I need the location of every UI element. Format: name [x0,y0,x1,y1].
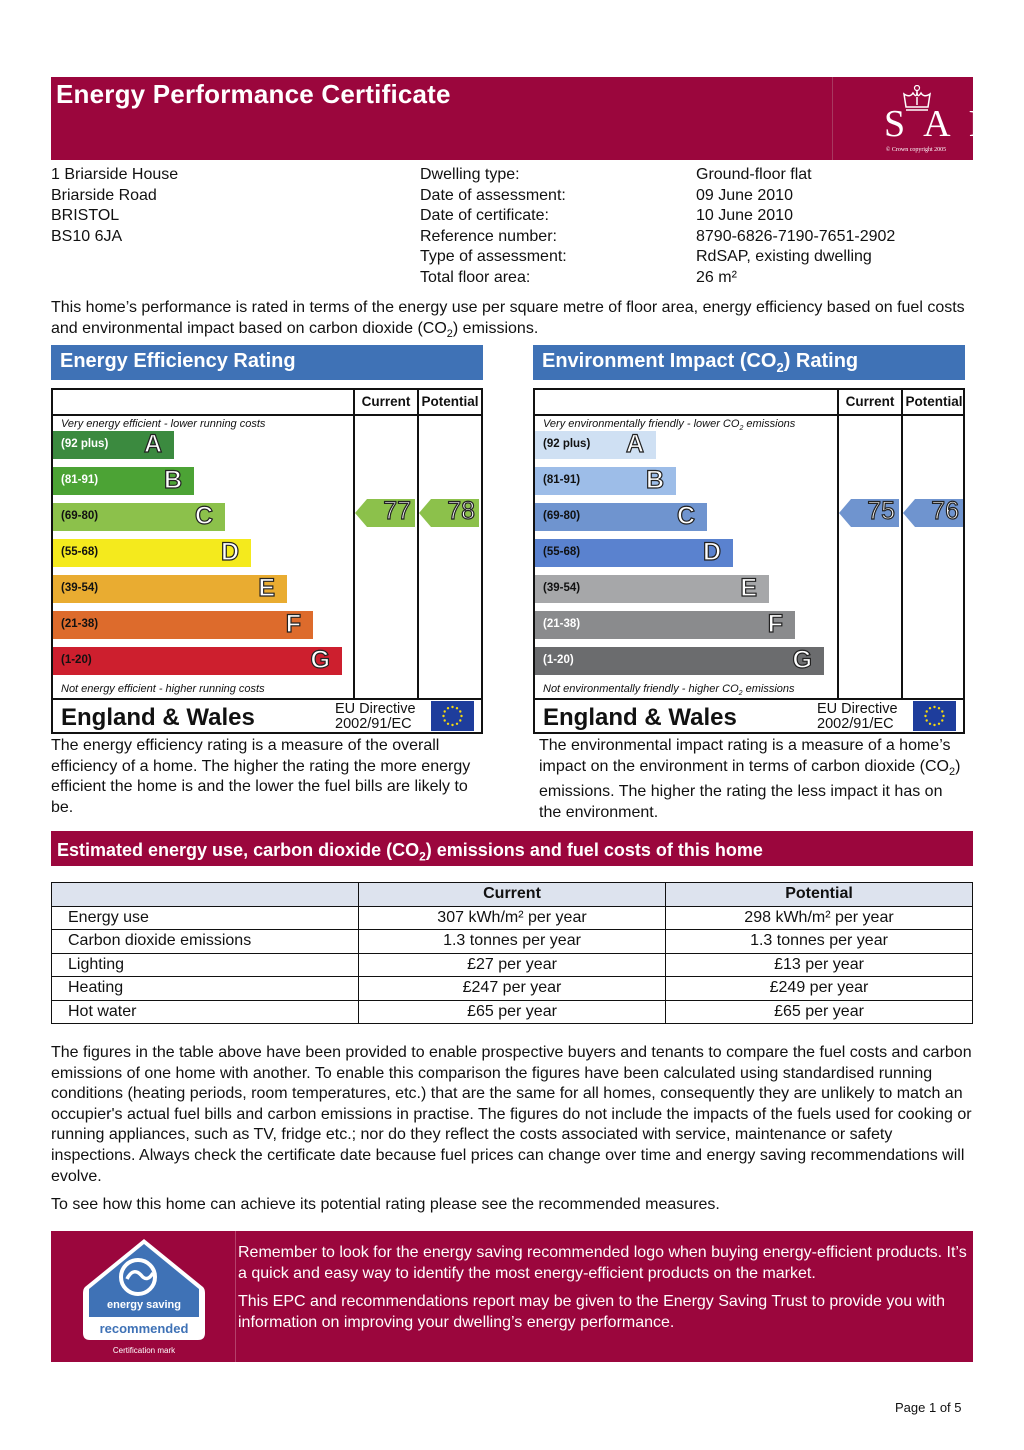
column-divider [417,390,419,700]
rating-band-c [535,503,707,531]
band-letter: B [645,466,664,494]
band-range: (1-20) [543,654,574,666]
cell-potential: £65 per year [666,1000,973,1024]
column-divider [353,390,355,700]
current-column-header: Current [845,394,895,409]
footer-rule [53,698,481,700]
description-text: The environmental impact rating is a measure of a home’s impact on the environment in terms of carbon dioxide (CO [539,737,951,775]
cell-label: Lighting [52,953,359,977]
note-text: Not environmentally friendly - higher CO [543,683,739,695]
cell-current: £65 per year [359,1000,666,1024]
address-line: BS10 6JA [51,227,123,245]
potential-rating-value: 78 [447,497,475,525]
rating-band-g [535,647,824,675]
detail-label: Type of assessment: [420,248,567,266]
table-row [52,930,973,954]
band-letter: A [143,430,162,458]
logo-bottom-text: recommended [99,1321,189,1336]
rating-band-b [535,467,676,495]
band-range: (39-54) [61,582,99,594]
top-note: Very energy efficient - lower running costs [61,418,266,430]
header-rule [535,414,963,416]
logo-top-text: energy saving [107,1299,181,1311]
subscript: 2 [948,765,956,778]
band-letter: D [702,538,721,566]
column-divider [837,390,839,700]
detail-value: RdSAP, existing dwelling [696,248,872,266]
rating-band-a [53,431,174,459]
eu-directive [335,702,416,732]
cell-potential: £13 per year [666,953,973,977]
footer-paragraph-2: This EPC and recommendations report may be given to the Energy Saving Trust to provide you with information on improving your dwelling’s energy performance. [238,1293,946,1331]
note-text-end: emissions [743,418,796,430]
footer-rule [535,698,963,700]
rating-band-f [53,611,313,639]
detail-value: Ground-floor flat [696,166,812,183]
subscript: 2 [446,327,453,340]
detail-value: 26 m² [696,268,737,286]
rating-band-e [535,575,769,603]
efficiency-rating-chart [51,388,483,734]
rating-band-d [535,539,733,567]
address-line: Briarside Road [51,186,157,204]
cell-potential: 298 kWh/m² per year [666,906,973,930]
table-row [52,1000,973,1024]
intro-paragraph [51,298,976,344]
band-letter: F [767,610,783,638]
band-range: (92 plus) [543,438,591,450]
rating-band-d [53,539,251,567]
region-label: England & Wales [61,704,255,731]
title-text-end: ) Rating [783,350,859,372]
title-text: Estimated energy use, carbon dioxide (CO [57,840,420,860]
rating-band-g [53,647,342,675]
efficiency-section-title: Energy Efficiency Rating [51,345,483,380]
intro-text-end: ) emissions. [452,319,539,337]
header-cell [52,883,359,907]
rating-band-e [53,575,287,603]
address-line: 1 Briarside House [51,166,179,183]
table-header-row [52,883,973,907]
band-letter: G [792,646,812,674]
band-range: (69-80) [61,510,99,522]
footer-paragraph-1: Remember to look for the energy saving recommended logo when buying energy-efficient products. It’s a quick and easy way to identify the most energy-efficient products on the market. [238,1244,967,1282]
crown-copyright: © Crown copyright 2005 [885,147,947,153]
page-number: Page 1 of 5 [895,1400,962,1415]
band-range: (55-68) [543,546,581,558]
band-letter: G [310,646,330,674]
band-range: (39-54) [543,582,581,594]
band-range: (92 plus) [61,438,109,450]
table-row [52,977,973,1001]
subscript: 2 [739,425,744,433]
band-range: (21-38) [61,618,99,630]
energy-saving-box [51,1231,973,1362]
potential-rating-value: 76 [931,497,959,525]
detail-label: Date of assessment: [420,186,566,204]
cell-label: Energy use [52,906,359,930]
cell-label: Hot water [52,1000,359,1024]
header-cell: Current [359,883,666,907]
potential-column-header: Potential [421,394,479,409]
subscript: 2 [776,360,784,375]
detail-value: 10 June 2010 [696,207,793,225]
header-divider [832,77,833,160]
cell-label: Carbon dioxide emissions [52,930,359,954]
band-letter: E [740,574,757,602]
potential-rating-arrow [903,499,963,527]
current-column-header: Current [361,394,411,409]
eu-directive-code: 2002/91/EC [817,716,894,732]
table-body [52,906,973,1024]
explanation-paragraph: The figures in the table above have been provided to enable prospective buyers and tenants to compare the fuel costs and carbon emissions of one home with another. To enable this comparison the figures have been calculated using standardised running conditions (heating periods, room temperatures, etc.) that are the same for all homes, consequently they are unlikely to match an occupier's actual fuel bills and carbon emissions in practise. The figures do not include the impacts of the fuels used for cooking or running appliances, such as TV, fridge etc.; nor do they reflect the costs associated with service, maintenance or safety inspections. Always check the certificate date because fuel prices can change over time and energy saving recommendations will evolve. [51,1044,972,1185]
title-text-end: ) emissions and fuel costs of this home [425,840,763,860]
eu-directive-code: 2002/91/EC [335,716,412,732]
cell-current: 1.3 tonnes per year [359,930,666,954]
detail-values [696,165,895,289]
title-text: Environment Impact (CO [542,350,777,372]
current-rating-arrow [355,499,415,527]
band-range: (81-91) [543,474,581,486]
band-letter: E [258,574,275,602]
detail-label: Dwelling type: [420,166,520,183]
band-range: (81-91) [61,474,99,486]
potential-rating-arrow [419,499,479,527]
note-text-end: emissions [742,683,795,695]
eu-flag-icon [913,701,956,731]
eu-flag-icon [431,701,474,731]
cell-label: Heating [52,977,359,1001]
detail-label: Total floor area: [420,268,531,286]
band-range: (1-20) [61,654,92,666]
environment-section-title [533,345,965,380]
potential-column-header: Potential [905,394,963,409]
rating-band-b [53,467,194,495]
header-rule [53,414,481,416]
box-divider [235,1231,236,1362]
subscript: 2 [419,849,426,864]
band-letter: F [285,610,301,638]
environment-description [539,736,969,824]
sap-letters: SAP [884,103,1008,145]
cell-current: £27 per year [359,953,666,977]
eu-directive [817,702,898,732]
header-cell: Potential [666,883,973,907]
detail-labels [420,165,567,289]
sap-logo [866,87,1008,157]
band-letter: B [163,466,182,494]
current-rating-arrow [839,499,899,527]
eu-directive-line: EU Directive [335,701,416,717]
rating-band-a [535,431,656,459]
certificate-header [51,77,1008,160]
current-rating-value: 77 [383,497,411,525]
detail-label: Reference number: [420,227,557,245]
description-text-end: ) emissions. The higher the rating the less impact it has on the environment. [539,757,961,821]
logo-caption: Certification mark [112,1346,176,1355]
region-label: England & Wales [543,704,737,731]
estimates-table [51,882,973,1024]
column-divider [901,390,903,700]
bottom-note [543,683,795,697]
band-letter: A [625,430,644,458]
rating-band-c [53,503,225,531]
band-letter: C [676,502,695,530]
cell-potential: £249 per year [666,977,973,1001]
bottom-note: Not energy efficient - higher running costs [61,683,265,695]
band-range: (69-80) [543,510,581,522]
property-address [51,165,178,247]
intro-text: This home’s performance is rated in terms of the energy use per square metre of floor area, energy efficiency based on fuel costs and environmental impact based on carbon dioxide (CO [51,299,965,337]
page-title: Energy Performance Certificate [56,79,451,109]
estimates-section-title [51,831,973,866]
address-line: BRISTOL [51,207,120,225]
band-range: (21-38) [543,618,581,630]
potential-note: To see how this home can achieve its potential rating please see the recommended measures. [51,1196,720,1213]
environment-rating-chart [533,388,965,734]
energy-saving-recommended-logo [81,1237,207,1355]
table-row [52,953,973,977]
detail-label: Date of certificate: [420,207,549,225]
table-row [52,906,973,930]
band-letter: C [194,502,213,530]
detail-value: 8790-6826-7190-7651-2902 [696,227,896,245]
subscript: 2 [738,690,743,698]
cell-current: 307 kWh/m² per year [359,906,666,930]
eu-directive-line: EU Directive [817,701,898,717]
current-rating-value: 75 [867,497,895,525]
efficiency-description: The energy efficiency rating is a measure of the overall efficiency of a home. The higher the rating the more energy efficient the home is and the lower the fuel bills are likely to be. [51,737,471,816]
detail-value: 09 June 2010 [696,186,793,204]
cell-current: £247 per year [359,977,666,1001]
rating-band-f [535,611,795,639]
band-letter: D [220,538,239,566]
note-text: Very environmentally friendly - lower CO [543,418,740,430]
band-range: (55-68) [61,546,99,558]
cell-potential: 1.3 tonnes per year [666,930,973,954]
